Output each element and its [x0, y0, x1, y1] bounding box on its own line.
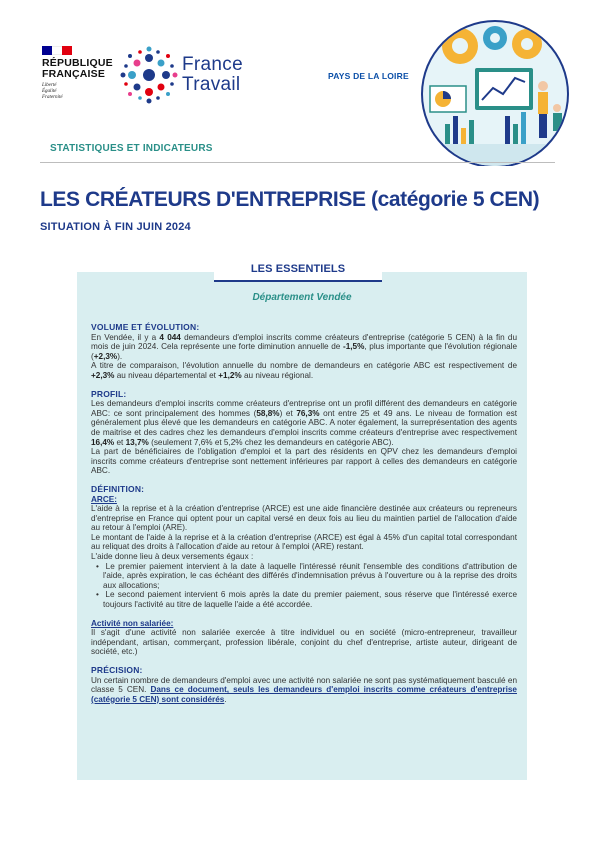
page-subtitle: SITUATION À FIN JUIN 2024 [40, 221, 191, 233]
activite-non-salariee-paragraph: Il s'agit d'une activité non salariée exercée à titre individuel ou en société (micro-entrepreneur, travailleur indépendant, artisan, commerçant, profession libérale, conjoint du chef d'entreprise, artiste auteur, dirigeant de société, etc.) [91, 628, 517, 657]
page-title-main: LES CRÉATEURS D'ENTREPRISE [40, 188, 366, 211]
page-header [0, 0, 595, 170]
brand-line-2: Travail [182, 74, 241, 95]
france-travail-brand-name [182, 55, 243, 95]
arce-subheading: ARCE: [91, 494, 117, 504]
profil-heading: PROFIL: [91, 388, 127, 399]
republic-motto [42, 83, 63, 101]
activite-non-salariee-subheading: Activité non salariée: [91, 618, 174, 628]
hero-illustration [415, 16, 570, 166]
region-label: PAYS DE LA LOIRE [328, 71, 409, 81]
motto-fraternite: Fraternité [42, 95, 63, 100]
arce-paragraph-3: L'aide donne lieu à deux versements égaux : [91, 552, 254, 562]
department-label: Département Vendée [252, 292, 352, 303]
volume-count: 4 044 [159, 332, 181, 342]
brand-line-1: France [182, 54, 243, 75]
section-label: STATISTIQUES ET INDICATEURS [50, 143, 213, 154]
header-divider [40, 162, 555, 163]
volume-regional-evolution: +2,3% [93, 351, 118, 361]
motto-liberte: Liberté [42, 83, 57, 88]
volume-heading: VOLUME ET ÉVOLUTION: [91, 322, 200, 332]
volume-evolution: -1,5% [342, 342, 365, 352]
profil-paragraph-1: Les demandeurs d'emploi inscrits comme créateurs d'entreprise ont un profil différent des demandeurs en catégorie ABC: ce sont principalement des hommes (58,8%) et 76,3% ont entre 25 et 49 ans. Le niveau de formation est généralement plus élevé que les demandeurs en catégorie ABC. A noter également, la surreprésentation des agents de maitrise et des cadres chez les demandeurs d'emploi inscrits comme créateurs d'entreprise avec respectivement 16,4% et 13,7% (seulement 7,6% et 5,2% chez les demandeurs en catégorie ABC). [91, 399, 518, 447]
precision-heading: PRÉCISION: [91, 665, 143, 675]
arce-bullet-1: • Le premier paiement intervient à la date à laquelle l'intéressé réunit l'ensemble des conditions d'attribution de l'aide, après expiration, le cas échéant des différés d'indemnisation prévus à l'ouverture ou à la reprise des droits aux allocations; [96, 561, 517, 590]
arce-bullet-2: • Le second paiement intervient 6 mois après la date du premier paiement, sous réserve que l'intéressé exerce toujours l'activité au titre de laquelle l'aide a été accordée. [96, 590, 517, 610]
essentials-tab-underline [214, 280, 382, 282]
definition-heading: DÉFINITION: [91, 483, 145, 494]
marianne-flag-logo [42, 46, 72, 55]
republic-line-2: FRANÇAISE [42, 68, 106, 80]
precision-paragraph: Un certain nombre de demandeurs d'emploi avec une activité non salariée ne sont pas systématiquement basculé en classe 5 CEN. Dans ce document, seuls les demandeurs d'emploi inscrits comme créateurs d'entreprise (catégorie 5 CEN) sont considérés. [91, 675, 517, 704]
volume-paragraph-1: En Vendée, il y a 4 044 demandeurs d'emploi inscrits comme créateurs d'entreprise (catégorie 5 CEN) à la fin du mois de juin 2024. Cela représente une forte diminution annuelle de -1,5%, plus importante que l'évolution régionale (+2,3%). [91, 332, 518, 361]
arce-paragraph-2: Le montant de l'aide à la reprise et à la création d'entreprise (ARCE) est égal à 45% d'un capital total correspondant au reliquat des droits à l'allocation d'aide au retour à l'emploi (ARE) restant. [91, 532, 517, 552]
essentials-tab-label: LES ESSENTIELS [250, 263, 346, 275]
france-travail-dots-logo [118, 44, 180, 106]
republic-line-1: RÉPUBLIQUE [42, 57, 113, 69]
profil-paragraph-2: La part de bénéficiaires de l'obligation d'emploi et la part des résidents en QPV chez les demandeurs d'emploi inscrits comme créateurs d'entreprise sont nettement inférieures par rapport à celles des demandeurs en catégorie ABC. [91, 447, 517, 476]
motto-egalite: Égalité [42, 89, 57, 94]
page-title-suffix: (catégorie 5 CEN) [371, 188, 540, 211]
volume-paragraph-2: A titre de comparaison, l'évolution annuelle du nombre de demandeurs en catégorie ABC est respectivement de +2,3% au niveau départemental et +1,2% au niveau régional. [91, 361, 517, 380]
essentials-tab [214, 258, 382, 280]
precision-emphasis: Dans ce document, seuls les demandeurs d'emploi inscrits comme créateurs d'entreprise (catégorie 5 CEN) sont considérés [91, 685, 517, 704]
republique-francaise-logo-text [42, 58, 113, 80]
essentials-content [91, 323, 517, 704]
arce-paragraph-1: L'aide à la reprise et à la création d'entreprise (ARCE) est une aide financière destinée aux créateurs ou repreneurs d'entreprise en France qui optent pour un capital versé en deux fois au lieu du maintien partiel de l'allocation d'aide au retour à l'emploi (ARE). [91, 504, 517, 533]
page-title [40, 188, 539, 212]
